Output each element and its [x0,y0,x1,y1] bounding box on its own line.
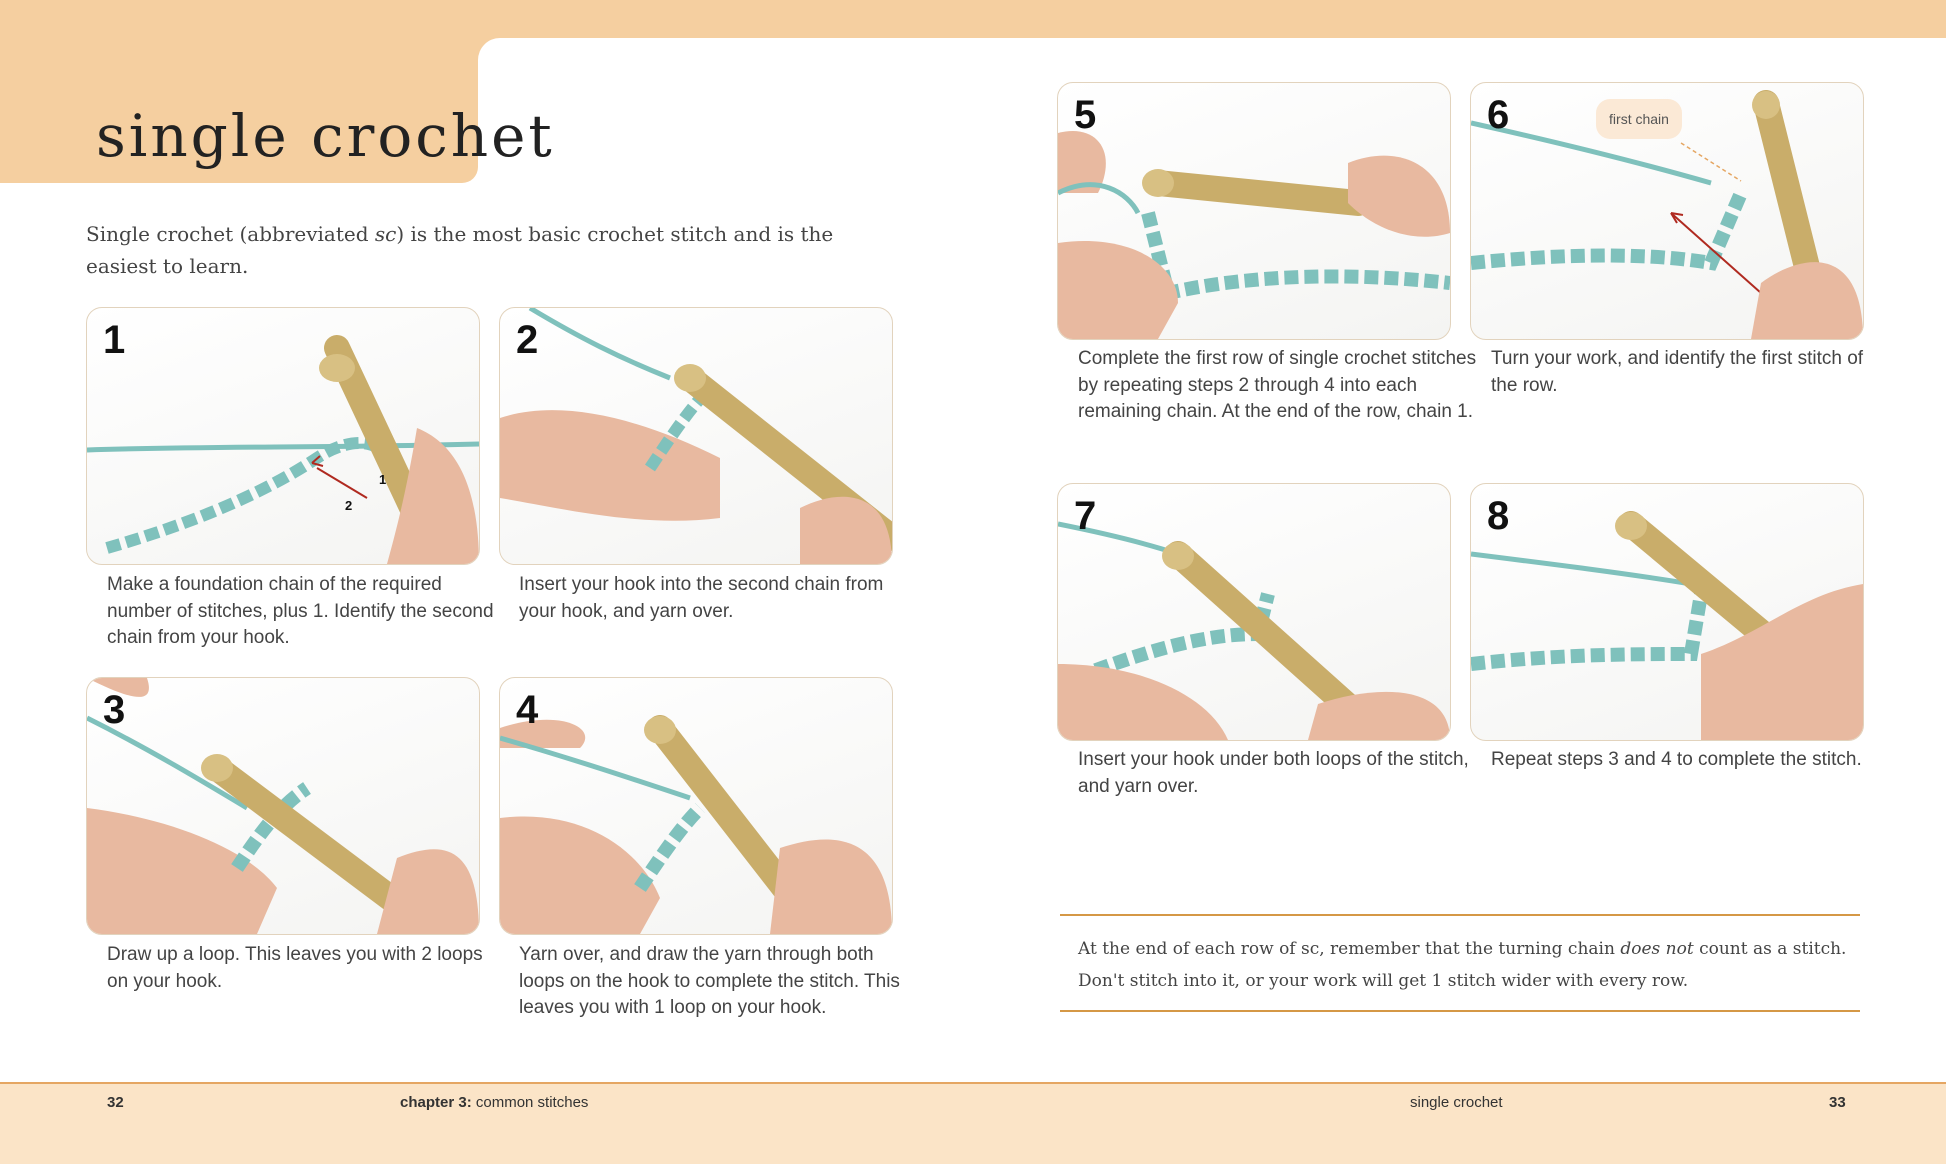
page-title: single crochet [96,102,555,170]
step-1-photo [86,307,480,565]
step-8-illustration [1471,484,1863,740]
step-4-caption: Yarn over, and draw the yarn through both loops on the hook to complete the stitch. This leaves you with 1 loop on your hook. [519,944,900,1018]
step-5-caption: Complete the first row of single crochet stitches by repeating steps 2 through 4 into each remaining chain. At the end of the row, chain 1. [1078,348,1477,422]
step-2-caption: Insert your hook into the second chain from your hook, and yarn over. [519,574,884,622]
page-footer [0,1082,1946,1164]
step-3-photo [86,677,480,935]
step-1-label-2: 2 [345,498,353,513]
intro-text-end: ) is the most basic crochet stitch and is the easiest to learn. [86,222,834,278]
section-name: single crochet [1410,1094,1503,1111]
tip-note [1060,914,1860,1012]
step-8-caption: Repeat steps 3 and 4 to complete the stitch. [1491,749,1862,770]
step-7-number: 7 [1074,494,1097,538]
step-5-photo [1057,82,1451,340]
step-1-caption: Make a foundation chain of the required number of stitches, plus 1. Identify the second chain from your hook. [107,574,494,648]
step-5-number: 5 [1074,93,1097,137]
step-4-number: 4 [516,688,539,732]
step-1-number: 1 [103,318,126,362]
chapter-name: common stitches [475,1094,589,1111]
step-4-illustration [500,678,892,934]
first-chain-callout: first chain [1596,99,1682,139]
step-7-photo [1057,483,1451,741]
step-8-photo [1470,483,1864,741]
step-4-photo [499,677,893,935]
chapter-label: chapter 3: [400,1094,472,1111]
step-5-illustration [1058,83,1450,339]
tip-note-text [1078,933,1860,997]
title-tab-notch [478,38,500,60]
step-7-illustration [1058,484,1450,740]
intro-abbreviation: sc [374,222,397,246]
step-6-photo [1470,82,1864,340]
step-1-label-1: 1 [379,472,387,487]
step-3-caption: Draw up a loop. This leaves you with 2 loops on your hook. [107,944,483,992]
step-1-illustration [87,308,479,564]
step-2-number: 2 [516,318,539,362]
step-2-photo [499,307,893,565]
chapter-reference [400,1094,588,1111]
step-7-caption: Insert your hook under both loops of the stitch, and yarn over. [1078,749,1469,797]
intro-text: Single crochet (abbreviated [86,222,375,246]
step-2-illustration [500,308,892,564]
intro-paragraph [86,218,906,282]
tip-note-emphasis: does not [1620,939,1694,959]
step-3-illustration [87,678,479,934]
tip-note-text-start: At the end of each row of sc, remember that the turning chain [1078,939,1621,959]
right-page-number: 33 [1829,1094,1846,1111]
step-6-number: 6 [1487,93,1510,137]
step-3-number: 3 [103,688,126,732]
tip-note-text-end: count as a stitch. Don't stitch into it, or your work will get 1 stitch wider with every row. [1078,939,1847,991]
step-8-number: 8 [1487,494,1510,538]
left-page-number: 32 [107,1094,124,1111]
step-6-caption: Turn your work, and identify the first stitch of the row. [1491,348,1864,396]
